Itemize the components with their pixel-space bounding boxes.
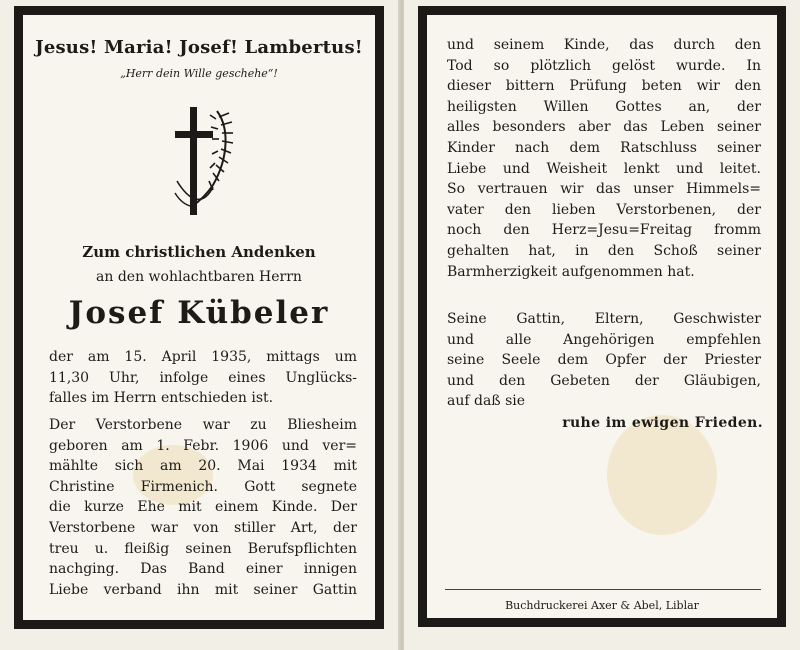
printer-credit: Buchdruckerei Axer & Abel, Liblar [505,599,699,612]
text-line: Liebe verband ihn mit seiner Gattin [49,581,357,598]
left-black-border-frame [14,6,384,629]
text-line: dieser bittern Prüfung beten wir den [447,78,761,95]
deceased-name: Josef Kübeler [68,295,330,331]
closing-line: ruhe im ewigen Frieden. [562,415,763,431]
left-paragraph-1 [49,347,357,409]
divider-rule [445,589,761,590]
text-line: auf daß sie [447,393,526,410]
text-line: Seine Gattin, Eltern, Geschwister [447,311,761,327]
text-line: Kinder nach dem Ratschluss seiner [447,139,761,156]
text-line: und den Gebeten der Gläubigen, [447,372,761,389]
right-paragraph-2 [447,309,761,412]
right-paragraph-1 [447,35,761,282]
text-line: 11,30 Uhr, infolge eines Unglücks- [49,369,357,386]
text-line: geboren am 1. Febr. 1906 und ver= [49,437,357,454]
motto-text: „Herr dein Wille geschehe“! [120,67,278,80]
memorial-heading: Zum christlichen Andenken [82,243,316,261]
text-line: Verstorbene war von stiller Art, der [49,519,357,536]
text-line: heiligsten Willen Gottes an, der [447,98,761,115]
text-line: noch den Herz=Jesu=Freitag fromm [447,222,761,239]
text-line: treu u. fleißig seinen Berufspflichten [49,540,357,557]
cross-with-palm-icon [173,107,235,217]
text-line: alles besonders aber das Leben seiner [447,119,761,136]
right-black-border-frame [418,6,786,627]
left-paragraph-2 [49,415,357,600]
memorial-subheading: an den wohlachtbaren Herrn [96,269,302,285]
text-line: Der Verstorbene war zu Bliesheim [49,417,357,433]
right-card-page [404,0,800,650]
text-line: Liebe und Weisheit lenkt und leitet. [447,160,761,177]
text-line: mählte sich am 20. Mai 1934 mit [49,458,357,475]
text-line: der am 15. April 1935, mittags um [49,349,357,365]
text-line: seine Seele dem Opfer der Priester [447,352,761,369]
text-line: und seinem Kinde, das durch den [447,37,761,53]
text-line: Barmherzigkeit aufgenommen hat. [447,263,695,280]
text-line: falles im Herrn entschieden ist. [49,390,274,407]
text-line: gehalten hat, in den Schoß seiner [447,242,761,259]
text-line: Christine Firmenich. Gott segnete [49,478,357,495]
text-line: nachging. Das Band einer innigen [49,561,357,578]
text-line: und alle Angehörigen empfehlen [447,331,761,348]
invocation-header: Jesus! Maria! Josef! Lambertus! [35,37,363,58]
text-line: Tod so plötzlich gelöst wurde. In [447,57,761,74]
text-line: die kurze Ehe mit einem Kinde. Der [49,499,357,516]
text-line: vater den lieben Verstorbenen, der [447,201,761,218]
paper-stain [607,415,717,535]
text-line: So vertrauen wir das unser Himmels= [447,181,761,198]
